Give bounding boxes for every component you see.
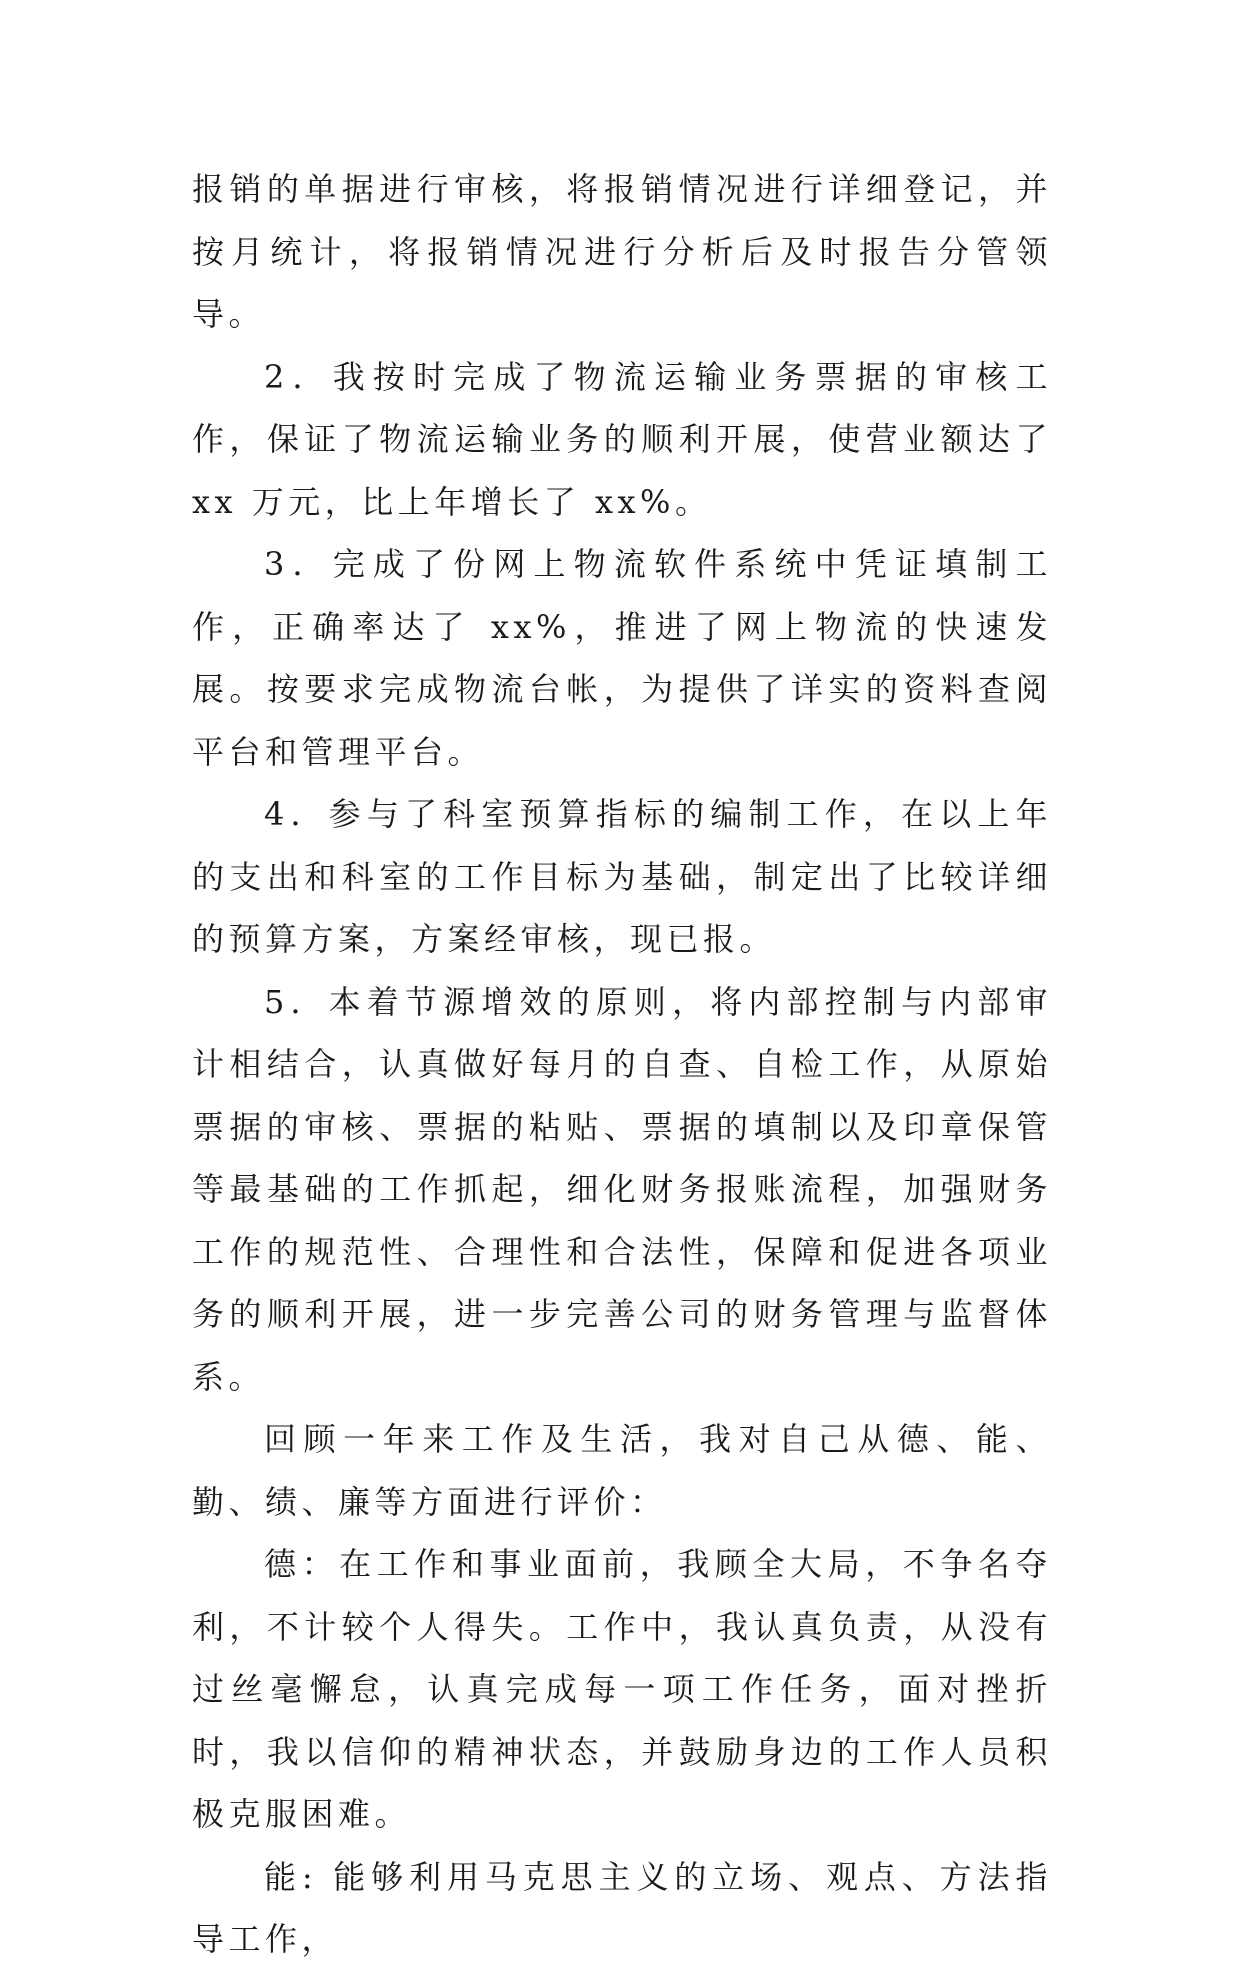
document-body	[192, 158, 1052, 1971]
paragraph-3: 3．完成了份网上物流软件系统中凭证填制工作，正确率达了 xx%，推进了网上物流的快速发展。按要求完成物流台帐，为提供了详实的资料查阅平台和管理平台。	[192, 545, 1052, 771]
paragraph-6: 回顾一年来工作及生活，我对自己从德、能、勤、绩、廉等方面进行评价：	[192, 1420, 1052, 1521]
paragraph-5: 5．本着节源增效的原则，将内部控制与内部审计相结合，认真做好每月的自查、自检工作，从原始票据的审核、票据的粘贴、票据的填制以及印章保管等最基础的工作抓起，细化财务报账流程，加强财务工作的规范性、合理性和合法性，保障和促进各项业务的顺利开展，进一步完善公司的财务管理与监督体系。	[192, 982, 1052, 1396]
paragraph-7: 德：在工作和事业面前，我顾全大局，不争名夺利，不计较个人得失。工作中，我认真负责，从没有过丝毫懈怠，认真完成每一项工作任务，面对挫折时，我以信仰的精神状态，并鼓励身边的工作人员积极克服困难。	[192, 1545, 1052, 1833]
paragraph-1: 报销的单据进行审核，将报销情况进行详细登记，并按月统计，将报销情况进行分析后及时报告分管领导。	[192, 170, 1052, 333]
paragraph-2: 2．我按时完成了物流运输业务票据的审核工作，保证了物流运输业务的顺利开展，使营业额达了 xx 万元，比上年增长了 xx%。	[192, 357, 1052, 521]
paragraph-4: 4．参与了科室预算指标的编制工作，在以上年的支出和科室的工作目标为基础，制定出了比较详细的预算方案，方案经审核，现已报。	[192, 795, 1052, 958]
paragraph-8: 能: 能够利用马克思主义的立场、观点、方法指导工作，	[192, 1857, 1052, 1958]
